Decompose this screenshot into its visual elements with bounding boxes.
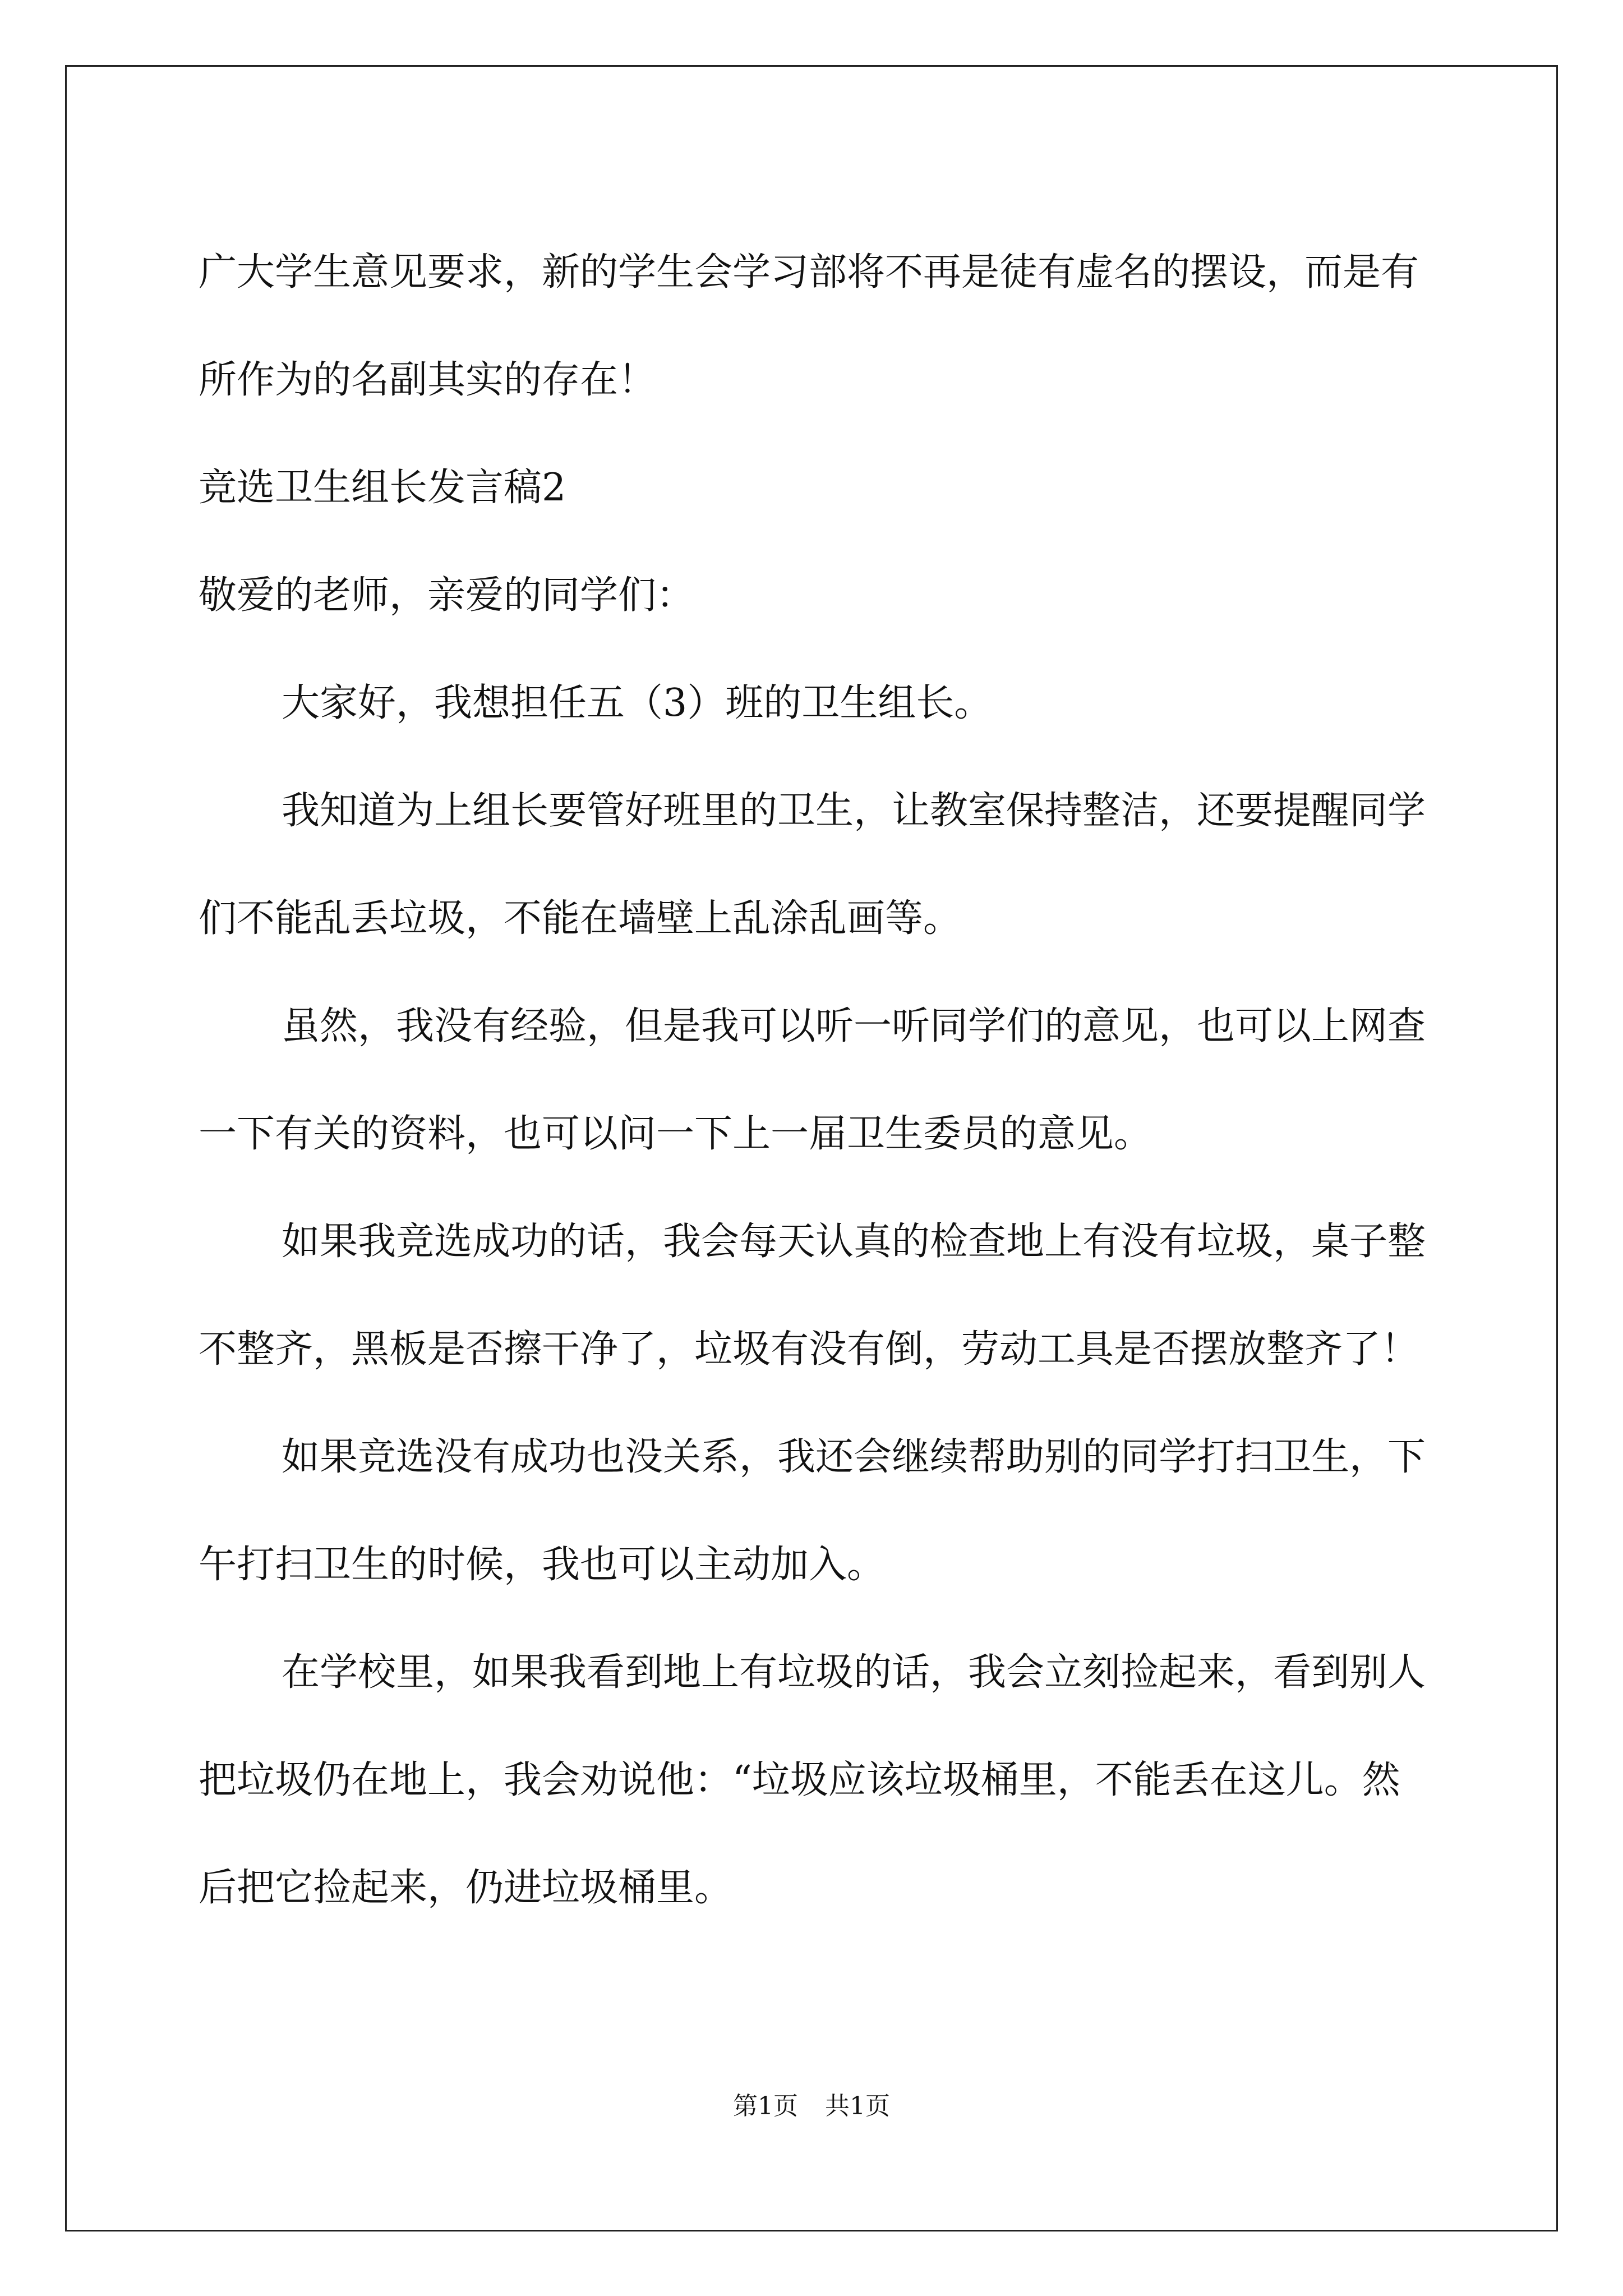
page-number: 第1页	[733, 2092, 798, 2120]
paragraph: 虽然，我没有经验，但是我可以听一听同学们的意见，也可以上网查一下有关的资料，也可以问一下上一届卫生委员的意见。	[199, 1004, 1426, 1156]
salutation: 敬爱的老师，亲爱的同学们：	[199, 573, 695, 618]
paragraph: 如果竞选没有成功也没关系，我还会继续帮助别的同学打扫卫生，下午打扫卫生的时候，我也可以主动加入。	[199, 1435, 1426, 1587]
paragraph: 广大学生意见要求，新的学生会学习部将不再是徒有虚名的摆设，而是有所作为的名副其实的存在！	[199, 250, 1419, 402]
paragraph: 我知道为上组长要管好班里的卫生，让教室保持整洁，还要提醒同学们不能乱丢垃圾，不能在墙壁上乱涂乱画等。	[199, 789, 1426, 941]
section-title: 竞选卫生组长发言稿2	[199, 466, 566, 510]
page-total: 共1页	[825, 2092, 890, 2120]
document-body	[199, 219, 1432, 1942]
paragraph: 大家好，我想担任五（3）班的卫生组长。	[282, 681, 993, 725]
paragraph: 在学校里，如果我看到地上有垃圾的话，我会立刻捡起来，看到别人把垃圾仍在地上，我会劝说他：“垃圾应该垃圾桶里，不能丢在这儿。然后把它捡起来，仍进垃圾桶里。	[199, 1650, 1426, 1910]
page-footer	[0, 2086, 1623, 2122]
paragraph: 如果我竞选成功的话，我会每天认真的检查地上有没有垃圾，桌子整不整齐，黑板是否擦干净了，垃圾有没有倒，劳动工具是否摆放整齐了！	[199, 1220, 1426, 1372]
